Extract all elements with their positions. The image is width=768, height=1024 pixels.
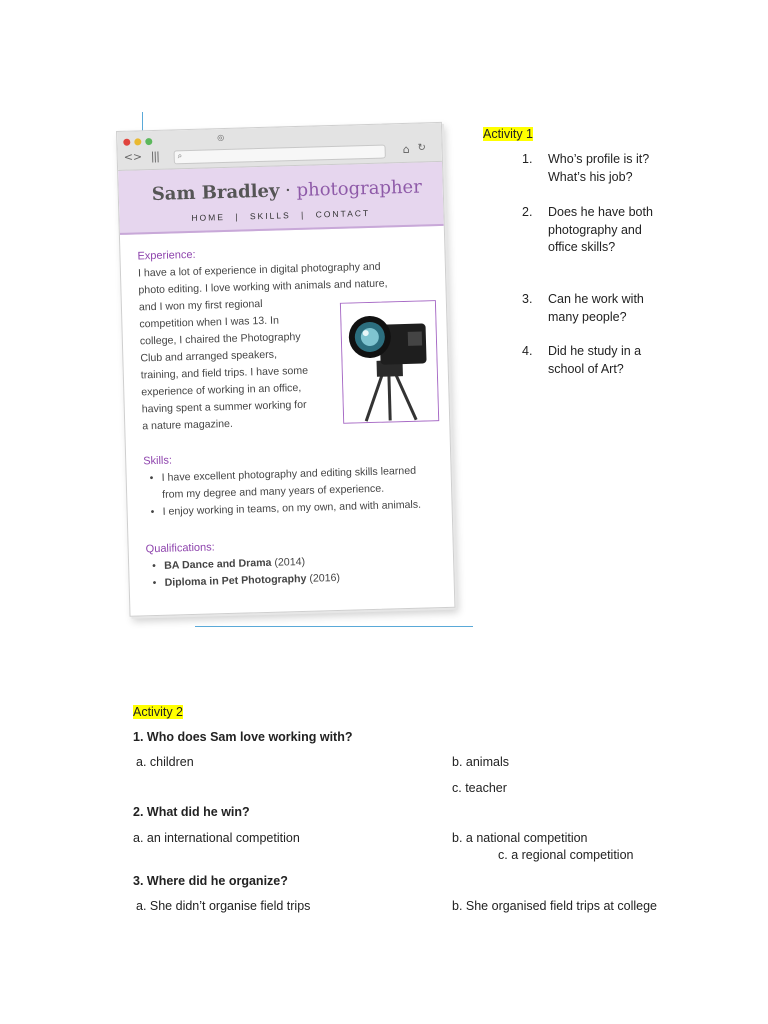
nav-separator: | <box>235 211 240 222</box>
site-owner-name: Sam Bradley <box>151 180 280 206</box>
activity-1-title: Activity 1 <box>483 127 534 141</box>
decorative-line <box>195 626 473 627</box>
activity-1-question <box>522 151 662 186</box>
experience-line: a nature magazine. <box>142 417 234 433</box>
question-text: Does he have both photography and office skills? <box>548 205 653 254</box>
activity-1-question <box>522 291 662 326</box>
experience-line: college, I chaired the Photography <box>139 330 301 348</box>
option-q2-c: c. a regional competition <box>498 848 634 862</box>
address-dot-icon: ◎ <box>217 132 225 143</box>
search-icon: ⌕ <box>177 151 183 161</box>
back-forward-icon: <> <box>123 150 143 164</box>
address-bar <box>174 144 386 164</box>
activity-2-question-2: 2. What did he win? <box>133 805 250 819</box>
experience-line: having spent a summer working for <box>141 398 307 416</box>
skill-item: • I enjoy working in teams, on my own, and with animals. <box>162 496 437 521</box>
question-number: 3. <box>522 292 533 306</box>
skills-list <box>143 462 437 521</box>
qualifications-heading: Qualifications: <box>145 541 215 556</box>
nav-separator: | <box>300 209 306 220</box>
nav-skills: SKILLS <box>249 210 291 222</box>
option-q2-b: b. a national competition <box>452 831 588 845</box>
question-number: 2. <box>522 205 533 219</box>
site-title-separator: · <box>279 179 297 202</box>
option-q1-b: b. animals <box>452 755 509 769</box>
minimize-dot-icon <box>134 138 141 145</box>
option-q2-a: a. an international competition <box>133 831 300 845</box>
option-q1-c: c. teacher <box>452 781 507 795</box>
reload-icon: ↻ <box>417 142 427 154</box>
camera-photo <box>340 300 439 424</box>
question-number: 4. <box>522 344 533 358</box>
activity-1-question <box>522 204 662 257</box>
qualification-year: (2014) <box>274 555 306 569</box>
question-text: Who’s profile is it? What’s his job? <box>548 152 650 184</box>
experience-heading: Experience: <box>137 248 196 263</box>
option-q3-b: b. She organised field trips at college <box>452 899 657 913</box>
question-text: Did he study in a school of Art? <box>548 344 642 376</box>
activity-2-title: Activity 2 <box>133 705 184 719</box>
option-q3-a: a. She didn’t organise field trips <box>136 899 311 913</box>
option-q1-a: a. children <box>136 755 194 769</box>
experience-line: I have a lot of experience in digital photography and <box>137 260 381 280</box>
camera-icon <box>341 301 438 423</box>
browser-window-illustration <box>116 122 455 617</box>
site-header <box>118 162 444 235</box>
tabs-icon: ||| <box>150 149 160 164</box>
qualification-name: BA Dance and Drama <box>163 556 272 572</box>
experience-line: photo editing. I love working with animals and nature, <box>138 277 388 297</box>
site-title <box>151 176 422 205</box>
experience-line: training, and field trips. I have some <box>140 364 309 382</box>
activity-1-question <box>522 343 662 378</box>
question-text: Can he work with many people? <box>548 292 644 324</box>
experience-line: experience of working in an office, <box>141 381 302 399</box>
nav-contact: CONTACT <box>315 207 371 220</box>
activity-2-question-1: 1. Who does Sam love working with? <box>133 730 353 744</box>
site-nav <box>191 208 376 223</box>
close-dot-icon <box>123 139 130 146</box>
site-owner-role: photographer <box>296 176 423 201</box>
home-icon: ⌂ <box>402 142 410 157</box>
experience-line: and I won my first regional <box>138 297 263 314</box>
skill-item: • I have excellent photography and editing skills learned from my degree and many years of experience. <box>161 462 437 504</box>
qualifications-list <box>146 550 440 592</box>
qualification-name: Diploma in Pet Photography <box>164 572 307 589</box>
question-number: 1. <box>522 152 533 166</box>
nav-home: HOME <box>191 211 226 223</box>
profile-content <box>120 226 454 593</box>
skills-heading: Skills: <box>143 454 173 468</box>
activity-2-question-3: 3. Where did he organize? <box>133 874 288 888</box>
experience-line: competition when I was 13. In <box>139 314 280 331</box>
experience-line: Club and arranged speakers, <box>140 348 278 365</box>
qualification-year: (2016) <box>309 571 341 585</box>
maximize-dot-icon <box>145 138 152 145</box>
